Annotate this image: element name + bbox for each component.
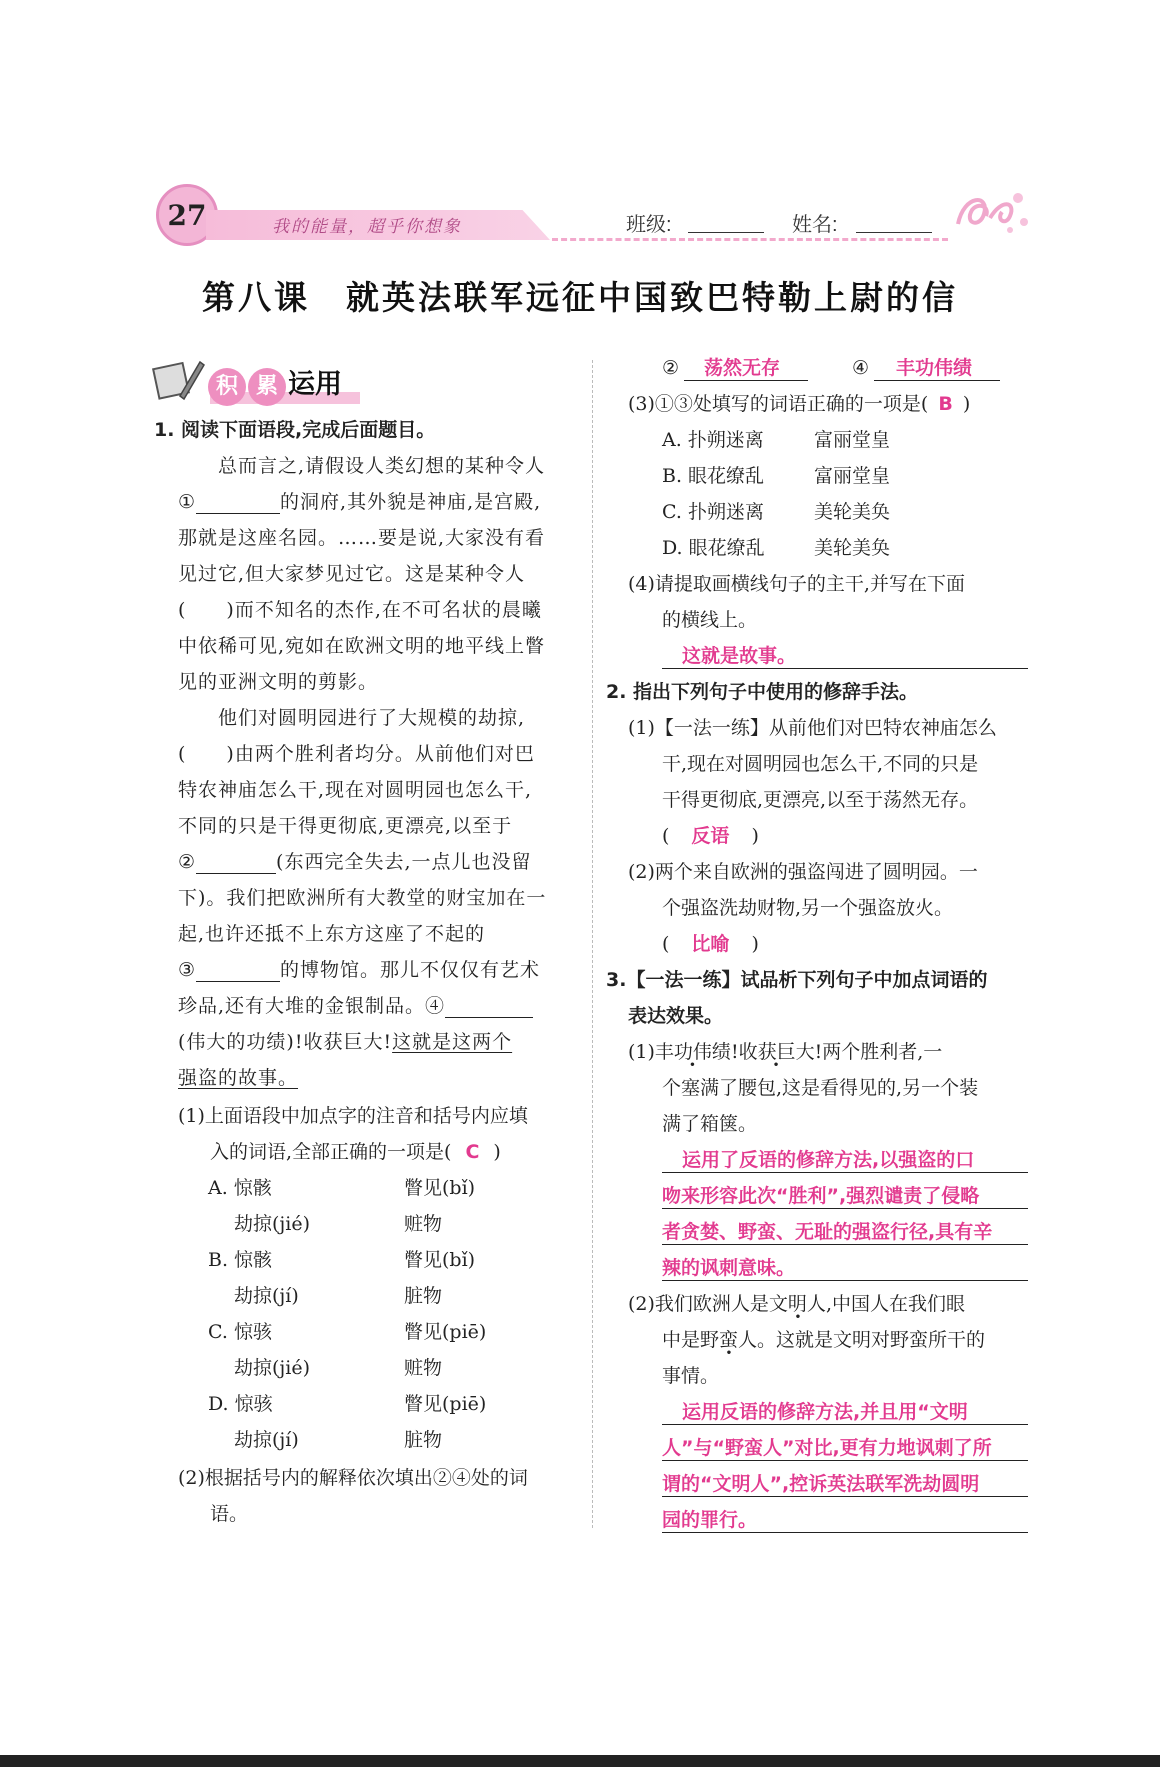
sub-question-3 (628, 392, 970, 416)
underlined-sentence: 这就是这两个 (392, 1031, 513, 1053)
fill-mark-4: ④ (852, 357, 870, 379)
option-b-word2: 劫掠(jí) (234, 1285, 299, 1307)
blank-mark-3: ③ (178, 959, 197, 981)
option-b-word3: 脏物 (404, 1285, 443, 1307)
passage-text: (东西完全失去,一点儿也没留 (276, 851, 532, 873)
answer-rule (662, 1172, 1028, 1173)
option-c-word: C. 惊骇 (208, 1321, 272, 1343)
answer-rule (662, 1532, 1028, 1533)
question-3-heading: 3.【一法一练】试品析下列句子中加点词语的 (606, 969, 988, 991)
passage-line (178, 958, 540, 982)
section-char-1: 积 (208, 368, 246, 406)
sub-question-2-cont: 语。 (210, 1503, 249, 1525)
sub3-option-a-pair: 富丽堂皇 (814, 429, 891, 451)
section-word: 运用 (288, 369, 342, 400)
q2-2-answer: 比喻 (691, 933, 730, 955)
blank-4[interactable] (445, 997, 533, 1018)
passage-line: 下)。我们把欧洲所有大教堂的财宝加在一 (178, 887, 547, 909)
blank-1[interactable] (196, 493, 280, 514)
option-a-word2: 劫掠(jié) (234, 1213, 311, 1235)
blank-mark-1: ① (178, 491, 197, 513)
paren-close: ) (751, 825, 759, 847)
sub3-option-c: C. 扑朔迷离 (662, 501, 764, 523)
option-a-word3: 赃物 (404, 1213, 443, 1235)
section-heading (208, 362, 342, 406)
paren-close: ) (493, 1141, 501, 1163)
sub-question-1-cont (210, 1140, 501, 1164)
q2-1-line: (1)【一法一练】从前他们对巴特农神庙怎么 (628, 717, 997, 739)
q2-1-answer-row (662, 824, 759, 848)
option-c-word3: 赃物 (404, 1357, 443, 1379)
paren-close: ) (962, 393, 971, 415)
option-d-word: D. 惊骇 (208, 1393, 273, 1415)
emphasized-phrase: 文明人 (768, 1293, 826, 1315)
fill-mark-2: ② (662, 357, 680, 379)
q3-2-text: ,中国人在我们眼 (825, 1293, 965, 1315)
q3-1-answer-line: 吻来形容此次“胜利”,强烈谴责了侵略 (662, 1185, 980, 1207)
q3-1-line: 个塞满了腰包,这是看得见的,另一个装 (662, 1077, 979, 1099)
header-motto: 我的能量，超乎你想象 (272, 217, 462, 237)
option-d-pinyin: 瞥见(piē) (404, 1393, 487, 1415)
answer-rule (662, 1280, 1028, 1281)
page-number: 27 (167, 198, 207, 232)
class-field[interactable] (688, 214, 764, 233)
sub-question-text: (3)①③处填写的词语正确的一项是( (628, 393, 929, 415)
sub3-option-c-pair: 美轮美奂 (814, 501, 891, 523)
q2-2-line: (2)两个来自欧洲的强盗闯进了圆明园。一 (628, 861, 978, 883)
header-dashed-rule (552, 238, 948, 241)
fill-answer-2-line (684, 380, 808, 381)
paren-open: ( (662, 933, 670, 955)
emphasized-phrase: 丰功伟绩 (654, 1041, 731, 1063)
passage-text: 的洞府,其外貌是神庙,是宫殿, (280, 491, 542, 513)
blank-mark-2: ② (178, 851, 197, 873)
emphasized-phrase: 收获巨大 (738, 1041, 815, 1063)
sub3-answer: B (938, 393, 953, 415)
q3-1-text: !两个胜利者,一 (814, 1041, 943, 1063)
answer-rule (662, 1208, 1028, 1209)
answer-rule (662, 1244, 1028, 1245)
passage-line (178, 1030, 512, 1054)
column-divider (592, 360, 593, 1528)
q3-2-answer-line: 园的罪行。 (662, 1509, 758, 1531)
option-c-word2: 劫掠(jié) (234, 1357, 311, 1379)
question-3-heading-cont: 表达效果。 (628, 1005, 724, 1027)
q3-1-answer-line: 运用了反语的修辞方法,以强盗的口 (682, 1149, 975, 1171)
passage-text: 的博物馆。那儿不仅仅有艺术 (280, 959, 541, 981)
underlined-sentence: 强盗的故事。 (178, 1067, 299, 1089)
sub3-option-d-pair: 美轮美奂 (814, 537, 891, 559)
passage-line: 见的亚洲文明的剪影。 (178, 671, 379, 693)
answer-rule (662, 1496, 1028, 1497)
blank-3[interactable] (196, 961, 280, 982)
fill-answer-2: 荡然无存 (704, 357, 781, 379)
option-a-pinyin: 瞥见(bǐ) (404, 1177, 476, 1199)
page-title: 第八课 就英法联军远征中国致巴特勒上尉的信 (202, 278, 958, 317)
fill-answer-4-line (874, 380, 1000, 381)
q3-1-line (628, 1040, 942, 1064)
passage-line (178, 490, 541, 514)
name-field[interactable] (856, 214, 932, 233)
q3-2-text: 中是 (662, 1329, 701, 1351)
option-a-word: A. 惊骸 (208, 1177, 272, 1199)
q3-1-answer-line: 辣的讽刺意味。 (662, 1257, 796, 1279)
footer-bar (0, 1755, 1160, 1767)
sub4-answer-line (662, 668, 1028, 669)
sub-question-text: 入的词语,全部正确的一项是( (210, 1141, 452, 1163)
class-label: 班级: (626, 214, 672, 236)
flourish-ornament-icon (950, 184, 1030, 240)
answer-rule (662, 1460, 1028, 1461)
passage-line: 他们对圆明园进行了大规模的劫掠, (218, 707, 526, 729)
q3-2-text: (2)我们欧洲人是 (628, 1293, 769, 1315)
passage-line (178, 994, 533, 1018)
passage-line (178, 850, 532, 874)
q2-1-answer: 反语 (691, 825, 730, 847)
option-c-pinyin: 瞥见(piē) (404, 1321, 487, 1343)
q3-1-text: ! (730, 1041, 739, 1063)
q2-2-answer-row (662, 932, 759, 956)
answer-rule (662, 1424, 1028, 1425)
option-b-pinyin: 瞥见(bǐ) (404, 1249, 476, 1271)
sub-question-4-cont: 的横线上。 (662, 609, 758, 631)
question-2-heading: 2. 指出下列句子中使用的修辞手法。 (606, 681, 919, 703)
sub1-answer: C (465, 1141, 480, 1163)
sub4-answer: 这就是故事。 (682, 645, 797, 667)
q2-2-line: 个强盗洗劫财物,另一个强盗放火。 (662, 897, 954, 919)
pencil-book-icon (150, 356, 206, 402)
section-char-2: 累 (248, 368, 286, 406)
sub3-option-b: B. 眼花缭乱 (662, 465, 765, 487)
paren-close: ) (751, 933, 759, 955)
emphasized-phrase: 野蛮人 (700, 1329, 758, 1351)
passage-line: 起,也许还抵不上东方这座了不起的 (178, 923, 486, 945)
q3-2-line: 事情。 (662, 1365, 720, 1387)
q3-2-answer-line: 运用反语的修辞方法,并且用“文明 (682, 1401, 968, 1423)
passage-text: 珍品,还有大堆的金银制品。④ (178, 995, 446, 1017)
sub-question-1: (1)上面语段中加点字的注音和括号内应填 (178, 1105, 528, 1127)
q3-1-line: 满了箱箧。 (662, 1113, 758, 1135)
question-1-heading: 1. 阅读下面语段,完成后面题目。 (154, 419, 436, 441)
q2-1-line: 干,现在对圆明园也怎么干,不同的只是 (662, 753, 979, 775)
q3-2-line (628, 1292, 965, 1316)
passage-text: (伟大的功绩)!收获巨大! (178, 1031, 393, 1053)
option-b-word: B. 惊骸 (208, 1249, 273, 1271)
paren-open: ( (662, 825, 670, 847)
sub3-option-d: D. 眼花缭乱 (662, 537, 765, 559)
q3-2-answer-line: 谓的“文明人”,控诉英法联军洗劫圆明 (662, 1473, 980, 1495)
passage-line: ( )而不知名的杰作,在不可名状的晨曦 (178, 599, 542, 621)
passage-line: 见过它,但大家梦见过它。这是某种令人 (178, 563, 526, 585)
q3-1-answer-line: 者贪婪、野蛮、无耻的强盗行径,具有辛 (662, 1221, 993, 1243)
passage-line: ( )由两个胜利者均分。从前他们对巴 (178, 743, 535, 765)
q3-2-text: 。这就是文明对野蛮所干的 (757, 1329, 986, 1351)
passage-line: 总而言之,请假设人类幻想的某种令人 (218, 455, 546, 477)
q3-1-text: (1) (628, 1041, 655, 1063)
option-d-word3: 脏物 (404, 1429, 443, 1451)
passage-line: 不同的只是干得更彻底,更漂亮,以至于 (178, 815, 513, 837)
sub-question-2: (2)根据括号内的解释依次填出②④处的词 (178, 1467, 528, 1489)
sub3-option-b-pair: 富丽堂皇 (814, 465, 891, 487)
blank-2[interactable] (196, 853, 276, 874)
name-label: 姓名: (792, 214, 838, 236)
fill-answer-4: 丰功伟绩 (896, 357, 973, 379)
sub-question-4: (4)请提取画横线句子的主干,并写在下面 (628, 573, 965, 595)
passage-line: 那就是这座名园。……要是说,大家没有看 (178, 527, 546, 549)
q3-2-answer-line: 人”与“野蛮人”对比,更有力地讽刺了所 (662, 1437, 992, 1459)
option-d-word2: 劫掠(jí) (234, 1429, 299, 1451)
passage-line: 特农神庙怎么干,现在对圆明园也怎么干, (178, 779, 533, 801)
passage-line: 中依稀可见,宛如在欧洲文明的地平线上瞥 (178, 635, 546, 657)
q3-2-line (662, 1328, 985, 1352)
q2-1-line: 干得更彻底,更漂亮,以至于荡然无存。 (662, 789, 979, 811)
sub3-option-a: A. 扑朔迷离 (662, 429, 764, 451)
